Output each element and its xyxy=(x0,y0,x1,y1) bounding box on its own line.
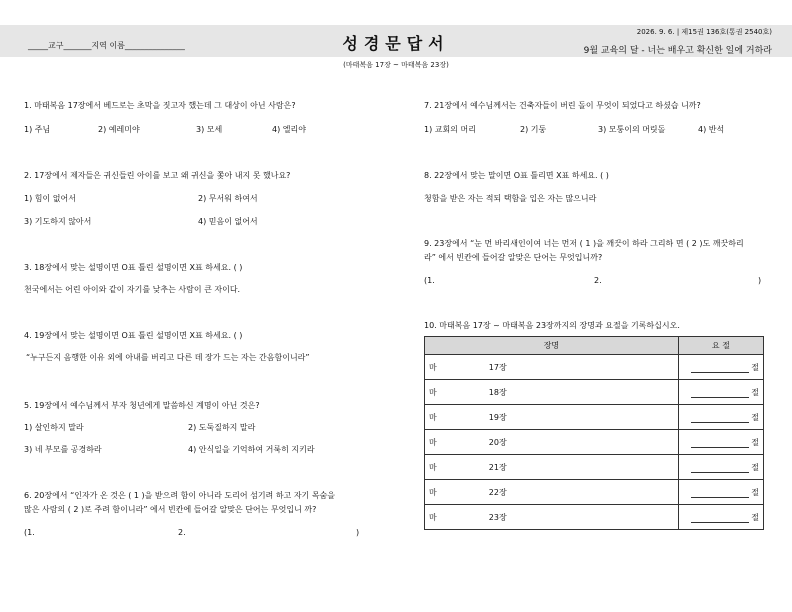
q2-option-3[interactable]: 3) 기도하지 않아서 xyxy=(24,217,92,226)
q2-option-2[interactable]: 2) 무서워 하여서 xyxy=(198,194,258,203)
row-chapter: 17장 xyxy=(488,355,679,380)
row-verse-unit: 절 xyxy=(751,362,759,372)
q5-option-3[interactable]: 3) 네 부모를 공경하라 xyxy=(24,445,102,454)
q8-statement: 청함을 받은 자는 적되 택함을 입은 자는 많으니라 xyxy=(424,194,597,203)
row-chapter: 19장 xyxy=(488,405,679,430)
verse-blank[interactable] xyxy=(691,462,749,473)
q7-option-2[interactable]: 2) 기둥 xyxy=(520,125,547,134)
q5-option-1[interactable]: 1) 살인하지 말라 xyxy=(24,423,84,432)
row-book: 마 xyxy=(425,355,488,380)
row-chapter: 21장 xyxy=(488,455,679,480)
q6-close-paren: ) xyxy=(356,528,360,537)
q7-option-3[interactable]: 3) 모퉁이의 머릿돌 xyxy=(598,125,666,134)
table-row xyxy=(425,405,764,430)
row-book: 마 xyxy=(425,505,488,530)
row-verse-cell[interactable] xyxy=(678,455,763,480)
page-title: 성경문답서 xyxy=(342,34,450,53)
verse-blank[interactable] xyxy=(691,412,749,423)
verse-blank[interactable] xyxy=(691,362,749,373)
page-subtitle: (마태복음 17장 ~ 마태복음 23장) xyxy=(343,61,449,69)
row-chapter: 22장 xyxy=(488,480,679,505)
q1-option-3[interactable]: 3) 모세 xyxy=(196,125,223,134)
question-2: 2. 17장에서 제자들은 귀신들린 아이를 보고 왜 귀신을 쫓아 내지 못 했나요? xyxy=(24,171,291,180)
row-book: 마 xyxy=(425,480,488,505)
row-verse-unit: 절 xyxy=(751,412,759,422)
table-row xyxy=(425,430,764,455)
q9-blank-2[interactable]: 2. xyxy=(594,276,602,285)
row-chapter: 23장 xyxy=(488,505,679,530)
question-3: 3. 18장에서 맞는 설명이면 O표 틀린 설명이면 X표 하세요. ( ) xyxy=(24,263,243,272)
row-verse-cell[interactable] xyxy=(678,480,763,505)
q3-statement: 천국에서는 어린 아이와 같이 자기를 낮추는 사람이 큰 자이다. xyxy=(24,285,241,294)
row-verse-unit: 절 xyxy=(751,437,759,447)
row-verse-cell[interactable] xyxy=(678,355,763,380)
q7-option-1[interactable]: 1) 교회의 머리 xyxy=(424,125,476,134)
chapter-verse-table xyxy=(424,336,764,530)
monthly-theme: 9월 교육의 달 - 너는 배우고 확신한 일에 거하라 xyxy=(583,46,772,56)
q1-option-4[interactable]: 4) 엘리야 xyxy=(272,125,306,134)
question-9-line-1: 9. 23장에서 “눈 먼 바리새인이여 너는 먼저 ( 1 )을 깨끗이 하라 그리하 면 ( 2 )도 깨끗하리 xyxy=(424,239,744,248)
row-verse-cell[interactable] xyxy=(678,430,763,455)
question-5: 5. 19장에서 예수님께서 부자 청년에게 말씀하신 계명이 아닌 것은? xyxy=(24,401,260,410)
q2-option-1[interactable]: 1) 힘이 없어서 xyxy=(24,194,76,203)
table-row xyxy=(425,505,764,530)
verse-blank[interactable] xyxy=(691,512,749,523)
question-9-line-2: 라” 에서 빈칸에 들어갈 알맞은 단어는 무엇입니까? xyxy=(424,253,603,262)
question-8: 8. 22장에서 맞는 말이면 O표 틀리면 X표 하세요. ( ) xyxy=(424,171,609,180)
q1-option-1[interactable]: 1) 주님 xyxy=(24,125,51,134)
question-6-line-2: 많은 사람의 ( 2 )로 주려 함이니라” 에서 빈칸에 들어갈 알맞은 단어는 무엇입니 까? xyxy=(24,505,317,514)
row-book: 마 xyxy=(425,380,488,405)
verse-blank[interactable] xyxy=(691,437,749,448)
q5-option-2[interactable]: 2) 도둑질하지 말라 xyxy=(188,423,256,432)
row-verse-cell[interactable] xyxy=(678,380,763,405)
table-row xyxy=(425,355,764,380)
row-chapter: 18장 xyxy=(488,380,679,405)
verse-blank[interactable] xyxy=(691,387,749,398)
q2-option-4[interactable]: 4) 믿음이 없어서 xyxy=(198,217,258,226)
row-verse-unit: 절 xyxy=(751,512,759,522)
column-header-chapter: 장명 xyxy=(425,337,679,355)
row-book: 마 xyxy=(425,430,488,455)
q9-blank-1[interactable]: (1. xyxy=(424,276,435,285)
row-verse-cell[interactable] xyxy=(678,405,763,430)
table-row xyxy=(425,380,764,405)
row-verse-unit: 절 xyxy=(751,387,759,397)
table-row xyxy=(425,480,764,505)
question-7: 7. 21장에서 예수님께서는 건축자들이 버린 돌이 무엇이 되었다고 하셨습 니까? xyxy=(424,101,701,110)
row-verse-cell[interactable] xyxy=(678,505,763,530)
row-verse-unit: 절 xyxy=(751,487,759,497)
q6-blank-2[interactable]: 2. xyxy=(178,528,186,537)
verse-blank[interactable] xyxy=(691,487,749,498)
q1-option-2[interactable]: 2) 예레미야 xyxy=(98,125,140,134)
question-10: 10. 마태복음 17장 ~ 마태복음 23장까지의 장명과 요절을 기록하십시오. xyxy=(424,321,680,330)
row-chapter: 20장 xyxy=(488,430,679,455)
q9-close-paren: ) xyxy=(758,276,762,285)
row-book: 마 xyxy=(425,455,488,480)
row-book: 마 xyxy=(425,405,488,430)
question-6-line-1: 6. 20장에서 “인자가 온 것은 ( 1 )을 받으려 함이 아니라 도리어 섬기려 하고 자기 목숨을 xyxy=(24,491,335,500)
name-fields: _____교구_______지역 이름_______________ xyxy=(28,41,185,50)
q5-option-4[interactable]: 4) 안식일을 기억하여 거룩히 지키라 xyxy=(188,445,315,454)
table-row xyxy=(425,455,764,480)
row-verse-unit: 절 xyxy=(751,462,759,472)
column-header-verse: 요 절 xyxy=(678,337,763,355)
q4-statement: “누구든지 음행한 이유 외에 아내를 버리고 다른 데 장가 드는 자는 간음함이니라” xyxy=(26,353,310,362)
issue-date: 2026. 9. 6. | 제15권 136호(통권 2540호) xyxy=(636,28,772,36)
question-1: 1. 마태복음 17장에서 베드로는 초막을 짓고자 했는데 그 대상이 아닌 사람은? xyxy=(24,101,296,110)
q7-option-4[interactable]: 4) 반석 xyxy=(698,125,725,134)
question-4: 4. 19장에서 맞는 설명이면 O표 틀린 설명이면 X표 하세요. ( ) xyxy=(24,331,243,340)
q6-blank-1[interactable]: (1. xyxy=(24,528,35,537)
